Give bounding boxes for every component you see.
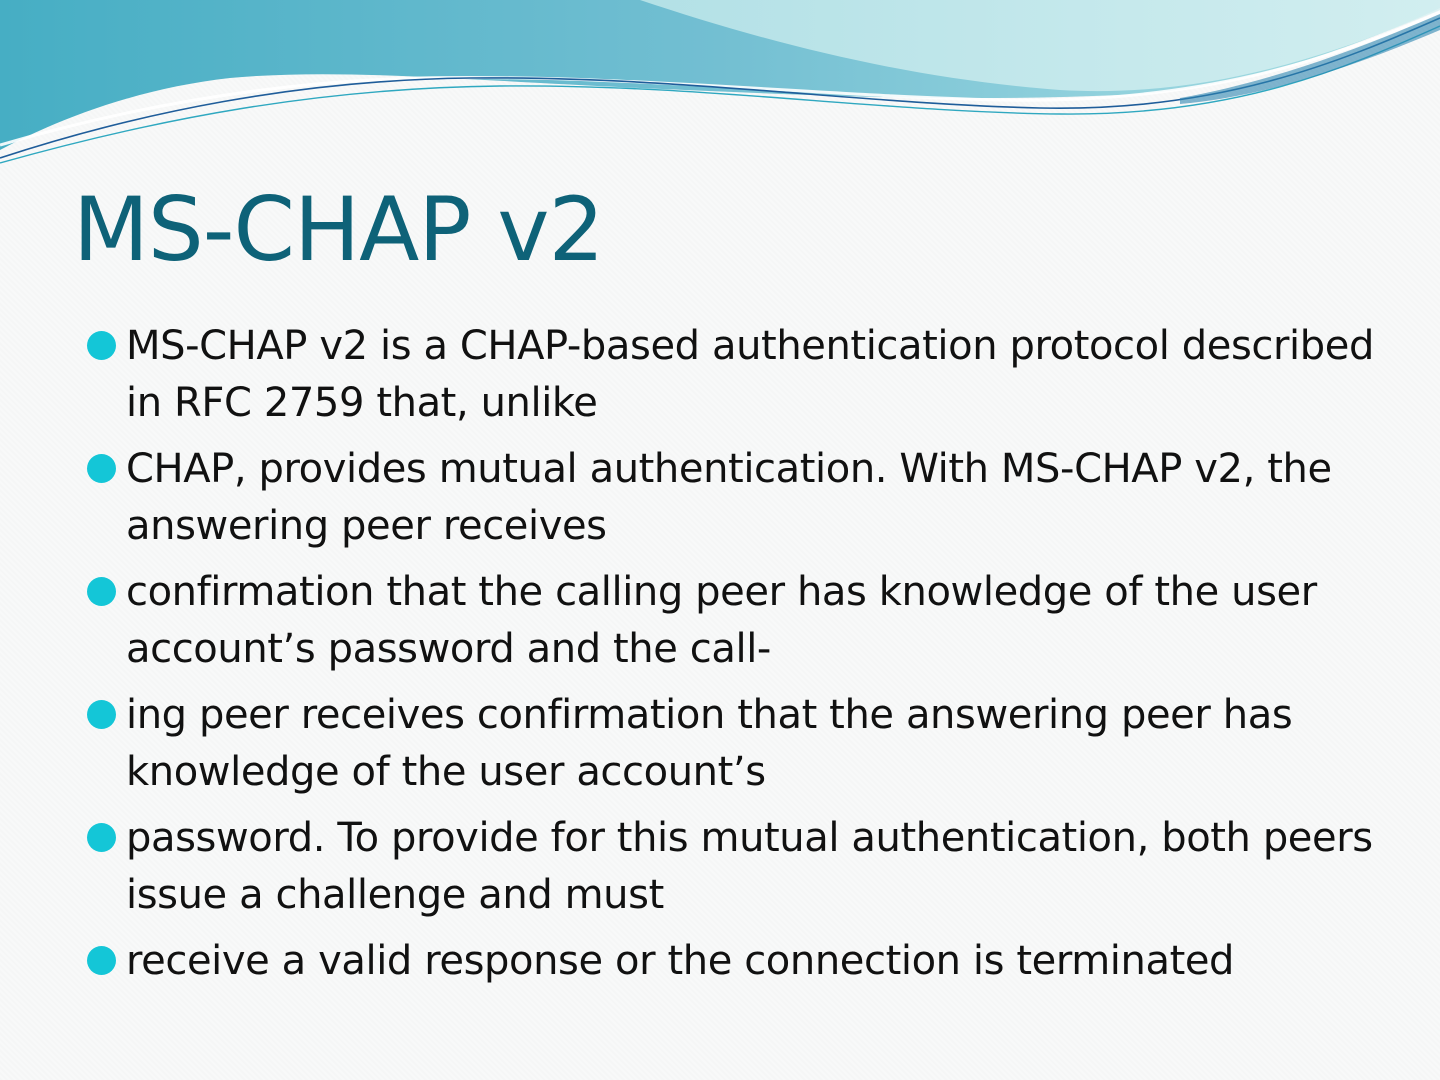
bullet-text: ing peer receives confirmation that the answering peer has knowledge of the user account’s	[126, 692, 1293, 795]
bullet-text: CHAP, provides mutual authentication. With MS-CHAP v2, the answering peer receives	[126, 446, 1332, 549]
bullet-dot-icon	[87, 454, 116, 483]
bullet-dot-icon	[87, 331, 116, 360]
header-wave-decoration	[0, 0, 1440, 170]
bullet-item	[87, 810, 1377, 924]
bullet-item	[87, 687, 1377, 801]
bullet-text: confirmation that the calling peer has knowledge of the user account’s password and the call-	[126, 569, 1317, 672]
bullet-dot-icon	[87, 946, 116, 975]
bullet-text: password. To provide for this mutual authentication, both peers issue a challenge and must	[126, 815, 1373, 918]
bullet-text: MS-CHAP v2 is a CHAP-based authentication protocol described in RFC 2759 that, unlike	[126, 323, 1374, 426]
bullet-item	[87, 318, 1377, 432]
bullet-item	[87, 564, 1377, 678]
bullet-item	[87, 933, 1377, 990]
slide-title: MS-CHAP v2	[73, 178, 604, 281]
bullet-dot-icon	[87, 700, 116, 729]
bullet-dot-icon	[87, 823, 116, 852]
bullet-text: receive a valid response or the connection is terminated	[126, 938, 1235, 984]
bullet-list	[87, 318, 1377, 999]
bullet-dot-icon	[87, 577, 116, 606]
bullet-item	[87, 441, 1377, 555]
